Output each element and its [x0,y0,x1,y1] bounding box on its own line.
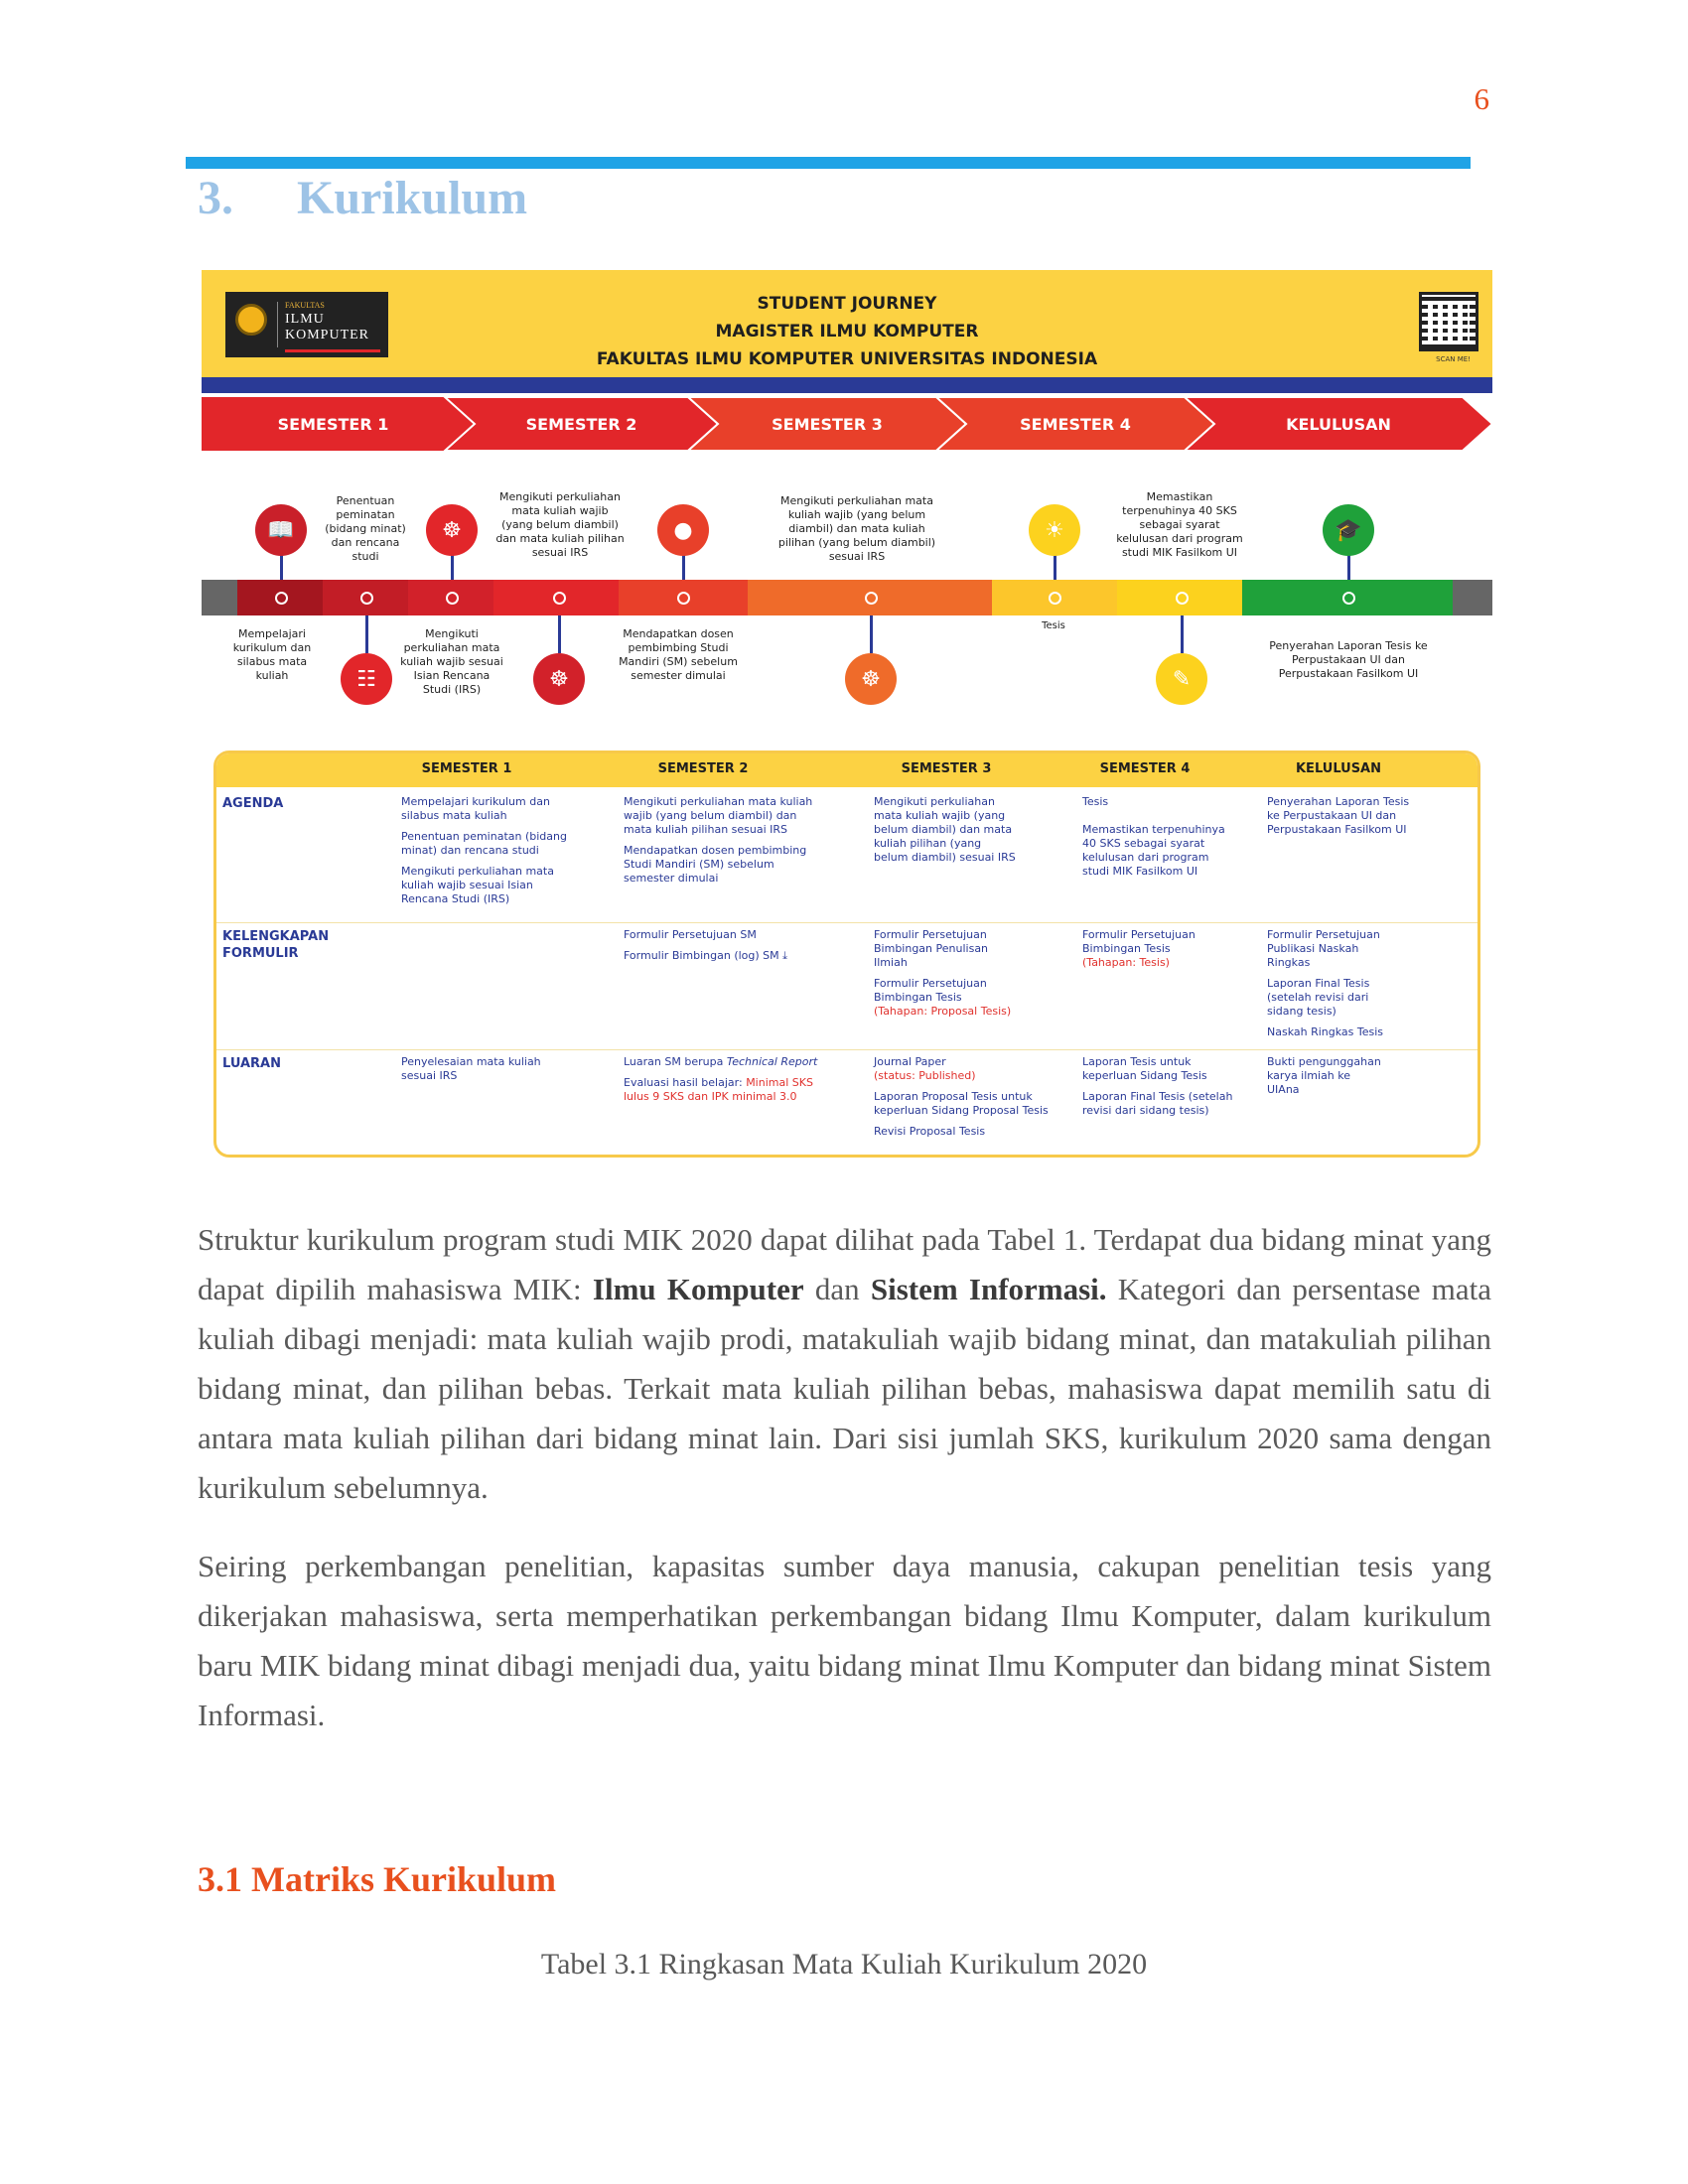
stage-semester-3: SEMESTER 3 [772,414,883,434]
luaran-sm-italic: Technical Report [726,1055,818,1068]
section-title-text: Kurikulum [297,172,528,224]
luaran-item: Laporan Final Tesis (setelah revisi dari sidang tesis) [1082,1090,1233,1117]
row-label-luaran: LUARAN [222,1056,281,1071]
luaran-item [624,1076,822,1104]
milestone-label-silabus: Mempelajari kurikulum dan silabus mata kuliah [232,627,312,682]
infographic-title-line-2: MAGISTER ILMU KOMPUTER [715,322,979,341]
agenda-item: Penentuan peminatan (bidang minat) dan rencana studi [401,830,567,857]
stem [1181,615,1184,653]
table-header-kelulusan: KELULUSAN [1295,761,1381,776]
journey-timeline [202,580,1492,615]
milestone-label-tesis: Tesis [1042,620,1065,631]
navy-band [202,377,1492,393]
luaran-item: Revisi Proposal Tesis [874,1125,986,1138]
formulir-sem3 [874,928,1023,1025]
student-journey-infographic [202,270,1492,1163]
timeline-end-cap [1453,580,1492,615]
luaran-item: Journal Paper [874,1055,946,1068]
journey-table-header [216,753,1477,787]
milestone-label-irs: Mengikuti perkuliahan mata kuliah wajib sesuai Isian Rencana Studi (IRS) [400,627,503,696]
infographic-header [202,270,1492,377]
luaran-item: Penyelesaian mata kuliah sesuai IRS [401,1055,541,1082]
form-link[interactable]: Formulir Bimbingan (log) SM ⤓ [624,949,788,962]
form-link[interactable]: Formulir Persetujuan Bimbingan Tesis [874,977,987,1004]
paragraph-curriculum-structure [198,1215,1491,1513]
agenda-item: Mengikuti perkuliahan mata kuliah wajib sesuai Isian Rencana Studi (IRS) [401,865,554,905]
logo-divider [277,302,278,347]
agenda-item: Mendapatkan dosen pembimbing Studi Mandiri (SM) sebelum semester dimulai [624,844,807,885]
paragraph-1-bold-2: Sistem Informasi. [870,1272,1107,1306]
agenda-item: Mengikuti perkuliahan mata kuliah wajib (yang belum diambil) dan mata kuliah pilihan sesuai IRS [624,795,813,836]
logo-line-1: ILMU [285,312,325,327]
graduation-cap-icon: 🎓 [1323,504,1374,556]
paragraph-bidang-minat: Seiring perkembangan penelitian, kapasitas sumber daya manusia, cakupan penelitian tesis yang dikerjakan mahasiswa, serta memperhatikan perkembangan bidang Ilmu Komputer, dalam kurikulum baru MIK bidang minat dibagi menjadi dua, yaitu bidang minat Ilmu Komputer dan bidang minat Sistem Informasi. [198,1549,1491,1732]
top-rule [186,157,1471,169]
luaran-item: Laporan Proposal Tesis untuk keperluan Sidang Proposal Tesis [874,1090,1049,1117]
page-number: 6 [1474,81,1489,116]
table-row-divider [216,922,1477,923]
paragraph-1-part-3: Kategori dan persentase mata kuliah dibagi menjadi: mata kuliah wajib prodi, matakuliah wajib bidang minat, dan matakuliah pilihan bidang minat, dan pilihan bebas. Terkait mata kuliah pilihan bebas, mahasiswa dapat memilih satu di antara mata kuliah pilihan dari bidang minat lain. Dari sisi jumlah SKS, kurikulum 2020 sama dengan kurikulum sebelumnya. [198,1272,1491,1505]
timeline-dot [1049,592,1061,605]
lightbulb-icon: ☀ [1029,504,1080,556]
form-link[interactable]: Naskah Ringkas Tesis [1267,1025,1384,1038]
agenda-kelulusan [1267,795,1418,844]
milestone-label-dosen-sm: Mendapatkan dosen pembimbing Studi Mandiri (SM) sebelum semester dimulai [619,627,738,682]
milestone-label-40-sks: Memastikan terpenuhinya 40 SKS sebagai syarat kelulusan dari program studi MIK Fasilkom UI [1116,490,1243,559]
subsection-title: 3.1 Matriks Kurikulum [198,1859,557,1899]
person-icon: ● [657,504,709,556]
table-header-sem1: SEMESTER 1 [421,761,512,776]
luaran-item [624,1055,822,1069]
formulir-sem2 [624,928,816,970]
luaran-item: Laporan Tesis untuk keperluan Sidang Tesis [1082,1055,1207,1082]
timeline-dot [275,592,288,605]
table-header-sem3: SEMESTER 3 [901,761,992,776]
timeline-dot [677,592,690,605]
milestone-label-penyerahan: Penyerahan Laporan Tesis ke Perpustakaan UI dan Perpustakaan Fasilkom UI [1269,639,1428,680]
milestone-label-sem2-kuliah: Mengikuti perkuliahan mata kuliah wajib (yang belum diambil) dan mata kuliah pilihan sesuai IRS [495,490,625,559]
timeline-dot [553,592,566,605]
luaran-sem4 [1082,1055,1241,1125]
section-title [198,171,527,225]
agenda-sem2 [624,795,816,892]
reader-icon: ☸ [533,653,585,705]
infographic-title-line-1: STUDENT JOURNEY [757,294,937,314]
book-icon: 📖 [255,504,307,556]
journey-table [213,751,1480,1158]
timeline-dot [865,592,878,605]
luaran-item: Bukti pengunggahan karya ilmiah ke UIAna [1267,1055,1381,1096]
stage-semester-2: SEMESTER 2 [525,414,637,434]
row-label-formulir: KELENGKAPAN FORMULIR [222,929,330,961]
university-seal-icon [235,304,267,336]
reader-icon: ☸ [845,653,897,705]
form-link[interactable]: Formulir Persetujuan Bimbingan Tesis [1082,928,1196,955]
luaran-sem1 [401,1055,550,1090]
reader-icon: ☸ [426,504,478,556]
table-header-sem4: SEMESTER 4 [1099,761,1191,776]
agenda-item: Memastikan terpenuhinya 40 SKS sebagai syarat kelulusan dari program studi MIK Fasilkom UI [1082,823,1225,878]
agenda-sem1 [401,795,570,913]
form-link[interactable]: Formulir Persetujuan Publikasi Naskah Ringkas [1267,928,1380,969]
infographic-title-line-3: FAKULTAS ILMU KOMPUTER UNIVERSITAS INDONESIA [596,349,1098,369]
paragraph-1-bold-1: Ilmu Komputer [592,1272,804,1306]
table-caption: Tabel 3.1 Ringkasan Mata Kuliah Kurikulum 2020 [540,1948,1148,1980]
paragraph-1-part-1: Struktur kurikulum program studi MIK 2020 dapat dilihat pada Tabel 1. Terdapat dua bidang minat yang dapat dipilih mahasiswa MIK: [198,1222,1491,1306]
milestone-label-sem3-kuliah: Mengikuti perkuliahan mata kuliah wajib (yang belum diambil) dan mata kuliah pilihan (yang belum diambil) sesuai IRS [777,494,936,563]
checklist-icon: ☷ [341,653,392,705]
stage-kelulusan: KELULUSAN [1286,414,1391,434]
luaran-kelulusan [1267,1055,1384,1104]
agenda-item: Penyerahan Laporan Tesis ke Perpustakaan UI dan Perpustakaan Fasilkom UI [1267,795,1410,836]
journal-status: (status: Published) [874,1069,976,1082]
fasilkom-logo [225,292,388,357]
timeline-dot [446,592,459,605]
qr-label: SCAN ME! [1436,355,1471,363]
agenda-item: Mempelajari kurikulum dan silabus mata kuliah [401,795,550,822]
agenda-sem3 [874,795,1019,872]
luaran-sm-prefix: Luaran SM berupa [624,1055,724,1068]
timeline-dot [1342,592,1355,605]
luaran-sem2 [624,1055,822,1111]
milestone-label-peminatan: Penentuan peminatan (bidang minat) dan rencana studi [325,494,406,563]
agenda-sem4 [1082,795,1231,886]
stem [870,615,873,653]
stage-semester-4: SEMESTER 4 [1020,414,1131,434]
qr-code-icon [1419,292,1478,351]
logo-line-2: KOMPUTER [285,328,370,342]
logo-stripe [285,349,380,352]
timeline-dot [360,592,373,605]
timeline-dot [1176,592,1189,605]
stem [558,615,561,653]
form-link[interactable]: Formulir Persetujuan SM [624,928,757,941]
formulir-kelulusan [1267,928,1390,1046]
stage-semester-1: SEMESTER 1 [277,414,389,434]
agenda-item: Tesis [1082,795,1109,808]
document-icon: ✎ [1156,653,1207,705]
row-label-agenda: AGENDA [222,796,284,811]
timeline-start-cap [202,580,237,615]
stage-chevron-row [202,397,1492,453]
form-link[interactable]: Formulir Persetujuan Bimbingan Penulisan Ilmiah [874,928,989,969]
paragraph-1-part-2: dan [803,1272,871,1306]
formulir-sem4 [1082,928,1201,977]
form-link[interactable]: Laporan Final Tesis (setelah revisi dari sidang tesis) [1267,977,1370,1018]
stage-note: (Tahapan: Tesis) [1082,956,1170,969]
stem [365,615,368,653]
stage-note: (Tahapan: Proposal Tesis) [874,1005,1012,1018]
luaran-sem3 [874,1055,1058,1146]
section-number: 3. [198,172,233,224]
eval-requirement: Minimal SKS lulus 9 SKS dan IPK minimal 3.0 [624,1076,813,1103]
infographic-title [499,290,1195,373]
table-header-sem2: SEMESTER 2 [657,761,749,776]
agenda-item: Mengikuti perkuliahan mata kuliah wajib (yang belum diambil) dan mata kuliah pilihan (yang belum diambil) sesuai IRS [874,795,1016,864]
logo-small-text: FAKULTAS [285,301,325,310]
table-row-divider [216,1049,1477,1050]
eval-prefix: Evaluasi hasil belajar: [624,1076,743,1089]
